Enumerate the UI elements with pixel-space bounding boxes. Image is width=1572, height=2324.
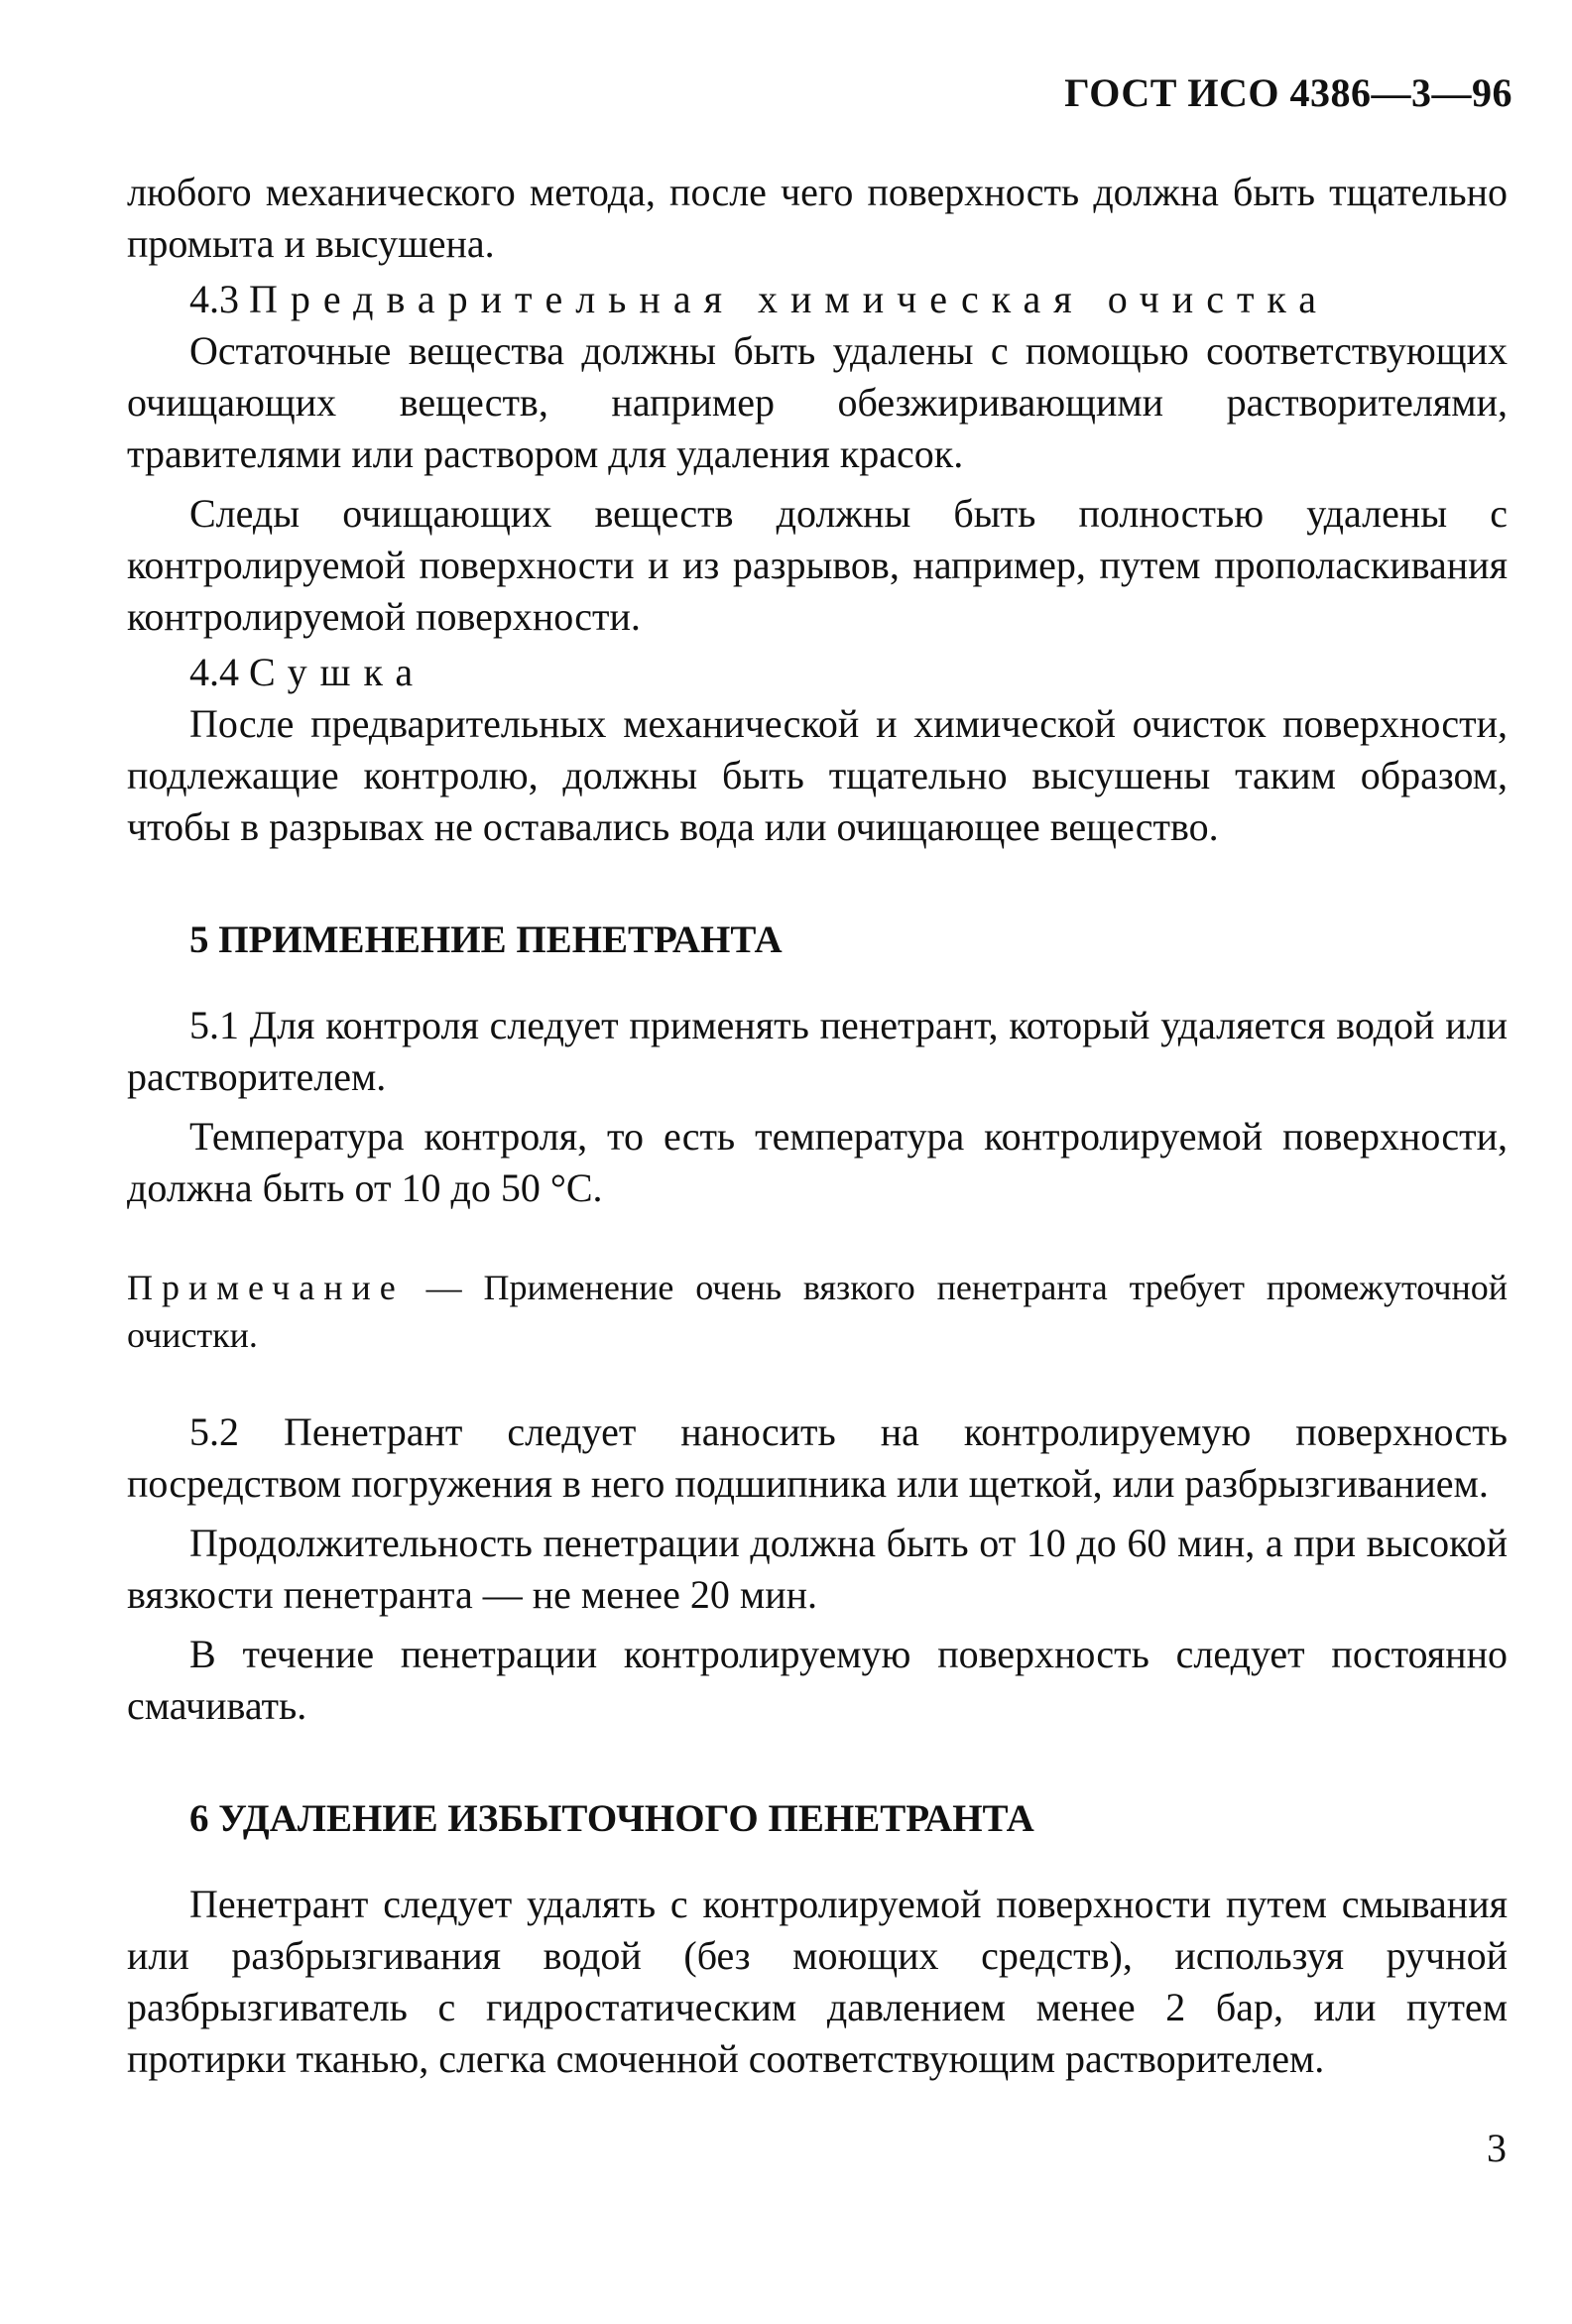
paragraph-5-2-wetting: В течение пенетрации контролируемую поверхность следует постоянно смачивать. <box>127 1632 1508 1728</box>
paragraph-5-1: 5.1 Для контроля следует применять пенетрант, который удаляется водой или растворителем. <box>127 1003 1508 1099</box>
note-label: Примечание <box>127 1268 405 1307</box>
note <box>127 1264 1508 1359</box>
subsection-number: 4.4 <box>189 650 239 694</box>
subsection-number: 4.3 <box>189 277 239 321</box>
section-6-heading: 6 УДАЛЕНИЕ ИЗБЫТОЧНОГО ПЕНЕТРАНТА <box>189 1797 1034 1840</box>
paragraph-5-2-duration: Продолжительность пенетрации должна быть от 10 до 60 мин, а при высокой вязкости пенетранта — не менее 20 мин. <box>127 1521 1508 1617</box>
paragraph-6: Пенетрант следует удалять с контролируемой поверхности путем смывания или разбрызгивания водой (без моющих средств), используя ручной разбрызгиватель с гидростатическим давлением менее 2 бар, или путем протирки тканью, слегка смоченной соответствующим растворителем. <box>127 1882 1508 2081</box>
section-5-heading: 5 ПРИМЕНЕНИЕ ПЕНЕТРАНТА <box>189 918 783 961</box>
note-text: Применение очень вязкого пенетранта требует промежуточной очистки. <box>127 1268 1509 1355</box>
subsection-4-4-heading <box>127 647 1508 698</box>
page-number: 3 <box>1487 2126 1507 2170</box>
subsection-title: Предварительная химическая очистка <box>249 277 1330 321</box>
note-dash: — <box>404 1268 484 1307</box>
subsection-title: Сушка <box>249 650 426 694</box>
subsection-4-3-heading <box>127 274 1508 325</box>
paragraph-4-3-b: Следы очищающих веществ должны быть полностью удалены с контролируемой поверхности и из разрывов, например, путем прополаскивания контролируемой поверхности. <box>127 491 1508 639</box>
paragraph-4-4: После предварительных механической и химической очисток поверхности, подлежащие контролю, должны быть тщательно высушены таким образом, чтобы в разрывах не оставались вода или очищающее вещество. <box>127 701 1508 849</box>
paragraph-5-2: 5.2 Пенетрант следует наносить на контролируемую поверхность посредством погружения в него подшипника или щеткой, или разбрызгиванием. <box>127 1409 1508 1506</box>
document-body <box>127 167 1508 2085</box>
paragraph-5-1-temperature: Температура контроля, то есть температура контролируемой поверхности, должна быть от 10 до 50 °С. <box>127 1114 1508 1210</box>
paragraph-continuation: любого механического метода, после чего поверхность должна быть тщательно промыта и высушена. <box>127 170 1508 266</box>
document-code: ГОСТ ИСО 4386—3—96 <box>1064 70 1512 115</box>
paragraph-4-3-a: Остаточные вещества должны быть удалены с помощью соответствующих очищающих веществ, например обезжиривающими растворителями, травителями или раствором для удаления красок. <box>127 328 1508 476</box>
